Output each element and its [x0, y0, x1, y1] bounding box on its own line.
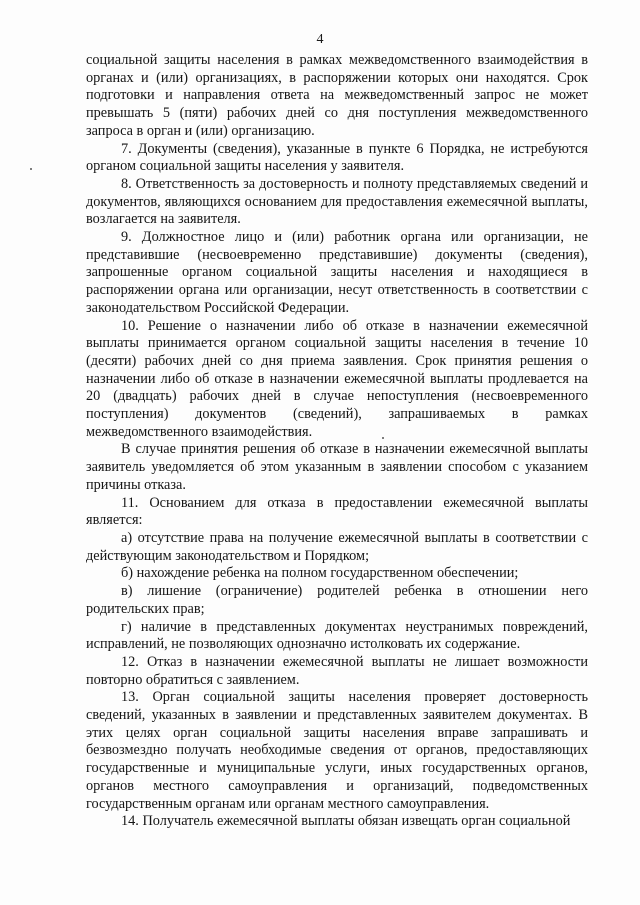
paragraph-continuation: социальной защиты населения в рамках межведомственного взаимодействия в органах и (или) организациях, в распоряжении которых они находятся. Срок подготовки и направления ответа на межведомственный запрос не может превышать 5 (пяти) рабочих дней со дня поступления межведомственного запроса в орган и (или) организацию.: [86, 52, 588, 139]
paragraph-9: 9. Должностное лицо и (или) работник органа или организации, не представившие (несвоевременно представившие) документы (сведения), запрошенные органом социальной защиты населения и находящиеся в распоряжении органа или организации, несут ответственность в соответствии с законодательством Российской Федерации.: [86, 229, 588, 316]
paragraph-12: 12. Отказ в назначении ежемесячной выплаты не лишает возможности повторно обратиться с заявлением.: [86, 653, 588, 688]
paragraph-11-item-c: в) лишение (ограничение) родителей ребенка в отношении него родительских прав;: [86, 583, 588, 617]
paragraph-8: 8. Ответственность за достоверность и полноту представляемых сведений и документов, являющихся основанием для предоставления ежемесячной выплаты, возлагается на заявителя.: [86, 175, 588, 228]
paragraph-13: 13. Орган социальной защиты населения проверяет достоверность сведений, указанных в заявлении и представленных заявителем документах. В этих целях орган социальной защиты населения вправе запрашивать и безвозмездно получать необходимые сведения от органов, предоставляющих государственные и муниципальные услуги, иных государственных органов, органов местного самоуправления и организаций, подведомственных государственным органам или органам местного самоуправления.: [86, 689, 588, 812]
document-body: [86, 52, 588, 831]
paragraph-11-item-b: б) нахождение ребенка на полном государственном обеспечении;: [121, 565, 519, 582]
scan-speck: [382, 437, 384, 439]
paragraph-11-item-d: г) наличие в представленных документах неустранимых повреждений, исправлений, не позволяющих однозначно истолковать их содержание.: [86, 618, 588, 653]
paragraph-7: 7. Документы (сведения), указанные в пункте 6 Порядка, не истребуются органом социальной защиты населения у заявителя.: [86, 140, 588, 175]
paragraph-14: 14. Получатель ежемесячной выплаты обязан извещать орган социальной: [121, 813, 571, 830]
paragraph-11: 11. Основанием для отказа в предоставлении ежемесячной выплаты является:: [86, 494, 588, 529]
scan-speck: [30, 168, 32, 170]
paragraph-10: 10. Решение о назначении либо об отказе в назначении ежемесячной выплаты принимается органом социальной защиты населения в течение 10 (десяти) рабочих дней со дня приема заявления. Срок принятия решения о назначении либо об отказе в назначении ежемесячной выплаты продлевается на 20 (двадцать) рабочих дней в случае непоступления (несвоевременного поступления) документов (сведений), запрашиваемых в рамках межведомственного взаимодействия.: [86, 317, 588, 440]
paragraph-10-refusal-notice: В случае принятия решения об отказе в назначении ежемесячной выплаты заявитель уведомляется об этом указанным в заявлении способом с указанием причины отказа.: [86, 441, 588, 493]
page-number: 4: [316, 32, 324, 47]
paragraph-11-item-a: а) отсутствие права на получение ежемесячной выплаты в соответствии с действующим законодательством и Порядком;: [86, 529, 588, 564]
